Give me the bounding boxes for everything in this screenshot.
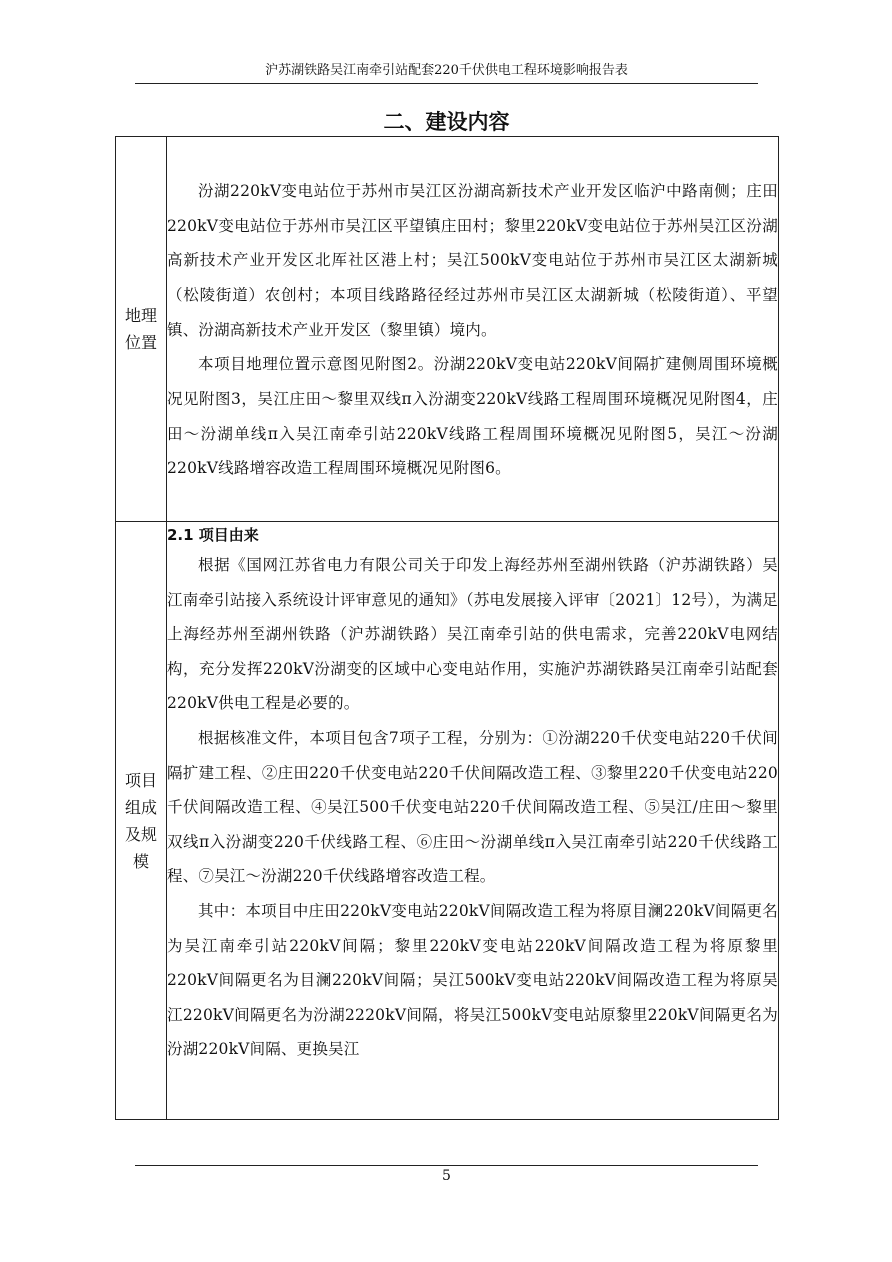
header-rule	[135, 83, 758, 84]
table-row-location	[116, 137, 779, 522]
row-label-cell	[116, 137, 167, 522]
section-title: 二、建设内容	[383, 110, 510, 134]
subheading-origin: 2.1 项目由来	[167, 526, 259, 544]
composition-paragraph-1: 根据《国网江苏省电力有限公司关于印发上海经苏州至湖州铁路（沪苏湖铁路）吴江南牵引站接入系统设计评审意见的通知》（苏电发展接入评审〔2021〕12号），为满足上海经苏州至湖州铁路（沪苏湖铁路）吴江南牵引站的供电需求，完善220kV电网结构，充分发挥220kV汾湖变的区域中心变电站作用，实施沪苏湖铁路吴江南牵引站配套220kV供电工程是必要的。	[167, 556, 778, 713]
footer-rule	[135, 1165, 758, 1166]
row-label-composition: 项目组成及规模	[124, 770, 157, 871]
running-header: 沪苏湖铁路吴江南牵引站配套220千伏供电工程环境影响报告表	[265, 63, 628, 78]
row-label-cell	[116, 522, 167, 1120]
composition-paragraph-3: 其中：本项目中庄田220kV变电站220kV间隔改造工程为将原目澜220kV间隔更名为吴江南牵引站220kV间隔；黎里220kV变电站220kV间隔改造工程为将原黎里220kV间隔更名为目澜220kV间隔；吴江500kV变电站220kV间隔改造工程为将原吴江220kV间隔更名为汾湖2220kV间隔，将吴江500kV变电站原黎里220kV间隔更名为汾湖220kV间隔、更换吴江	[167, 901, 778, 1059]
table-row-composition	[116, 522, 779, 1120]
content-table	[115, 136, 779, 1120]
row-content-location	[167, 137, 779, 522]
row-label-location: 地理位置	[124, 306, 157, 352]
composition-paragraph-2: 根据核准文件，本项目包含7项子工程，分别为：①汾湖220千伏变电站220千伏间隔扩建工程、②庄田220千伏变电站220千伏间隔改造工程、③黎里220千伏变电站220千伏间隔改造工程、④吴江500千伏变电站220千伏间隔改造工程、⑤吴江/庄田～黎里双线π入汾湖变220千伏线路工程、⑥庄田～汾湖单线π入吴江南牵引站220千伏线路工程、⑦吴江～汾湖220千伏线路增容改造工程。	[167, 728, 778, 886]
location-paragraph-1: 汾湖220kV变电站位于苏州市吴江区汾湖高新技术产业开发区临沪中路南侧；庄田220kV变电站位于苏州市吴江区平望镇庄田村；黎里220kV变电站位于苏州吴江区汾湖高新技术产业开发区北厍社区港上村；吴江500kV变电站位于苏州市吴江区太湖新城（松陵街道）农创村；本项目线路路径经过苏州市吴江区太湖新城（松陵街道）、平望镇、汾湖高新技术产业开发区（黎里镇）境内。	[167, 181, 778, 339]
location-paragraph-2: 本项目地理位置示意图见附图2。汾湖220kV变电站220kV间隔扩建侧周围环境概况见附图3，吴江庄田～黎里双线π入汾湖变220kV线路工程周围环境概况见附图4，庄田～汾湖单线π入吴江南牵引站220kV线路工程周围环境概况见附图5，吴江～汾湖220kV线路增容改造工程周围环境概况见附图6。	[167, 355, 778, 478]
page-number: 5	[442, 1168, 451, 1184]
row-content-composition	[167, 522, 779, 1120]
